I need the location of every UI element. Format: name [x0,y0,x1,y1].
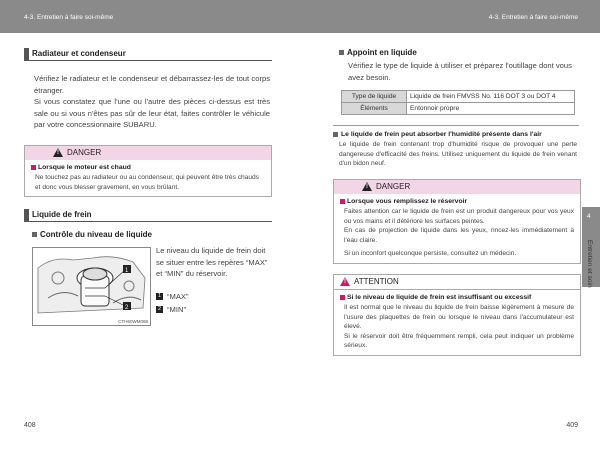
attention-p1: Il est normal que le niveau du liquide de frein baisse légèrement à mesure de l'usure des plaquettes de frein ou lorsque le niveau dans l'accumulateur est élevé. [344,303,574,331]
attention-sub [334,290,580,303]
section-title-brake: Liquide de frein [24,209,272,222]
radiator-p1: Vérifiez le radiateur et le condenseur et débarrassez-les de tout corps étranger. [34,74,270,95]
spec-value-1: Liquide de frein FMVSS No. 116 DOT 3 ou DOT 4 [407,91,575,103]
absorb-title-text: Le liquide de frein peut absorber l'humidité présente dans l'air [341,131,542,139]
check-title-text: Contrôle du niveau de liquide [40,230,153,240]
danger-sub-2 [334,194,580,207]
marker-2-badge: 2 [157,306,162,313]
radiator-p2: Si vous constatez que l'une ou l'autre des pièces ci-dessus est très sale ou si vous n'êtes pas sûr de leur état, faites contrôler le véhicule par votre concessionnaire SUBARU. [34,97,270,130]
check-title [32,230,272,239]
spec-key-2: Éléments [342,103,407,115]
absorb-text: Le liquide de frein contenant trop d'humidité risque de provoquer une perte dangereuse d'efficacité des freins. Utilisez uniquement du liquide de frein venant d'un bidon neuf. [339,141,577,168]
left-page [24,48,272,325]
warning-icon: ! [53,148,63,157]
danger-box-2 [333,179,581,264]
warning-icon: ! [362,182,372,191]
danger-sub-1 [25,160,271,173]
radiator-text [24,61,272,131]
right-page [333,48,581,356]
danger-text-1: Ne touchez pas au radiateur ou au condenseur, qui peuvent être très chauds et donc vous blesser gravement, en vous brûlant. [35,173,259,191]
danger-label-1: DANGER [67,148,102,158]
marker-1-badge: 1 [157,293,162,300]
brake-desc: Le niveau du liquide de frein doit se situer entre les repères “MAX” et “MIN” du réservoir. [156,246,268,279]
topup-text: Vérifiez le type de liquide à utiliser et préparez l'outillage dont vous avez besoin. [348,61,572,82]
marker-max [156,291,189,303]
danger-header-1 [25,146,271,160]
page-header [0,0,600,33]
spec-key-1: Type de liquide [342,91,407,103]
brake-check-row [24,245,272,325]
square-bullet-icon [339,50,344,55]
chapter-tab-number: 4 [587,213,591,220]
chapter-label: Entretien et soin [586,240,593,288]
danger2-p3: Si un inconfort quelconque persiste, consultez un médecin. [344,250,517,258]
marker-min [156,304,186,316]
absorb-title [333,126,581,140]
square-bullet-icon [333,132,338,137]
danger2-p1: Faites attention car le liquide de frein est un produit dangereux pour vos yeux ou vos mains et il détériore les surfaces peintes. [344,207,574,225]
bullet-icon [31,165,36,170]
bullet-icon [340,295,345,300]
section-title-radiator: Radiateur et condenseur [24,48,272,61]
reservoir-drawing [33,248,150,325]
reservoir-illustration [32,247,151,326]
bullet-icon [340,199,345,204]
table-row [342,91,575,103]
topup-title [339,48,581,57]
spec-value-2: Entonnoir propre [407,103,575,115]
attention-sub-text: Si le niveau de liquide de frein est insuffisant ou excessif [347,293,532,301]
page-number-right: 409 [566,422,578,429]
attention-box [333,274,581,356]
square-bullet-icon [32,232,37,237]
danger-sub-1-text: Lorsque le moteur est chaud [38,163,131,171]
danger-box-1 [24,145,272,197]
danger-text-2 [334,207,580,263]
danger-header-2 [334,180,580,194]
header-right: 4-3. Entretien à faire soi-même [488,14,578,21]
attention-text [334,303,580,355]
danger2-p2: En cas de projection de liquide dans les yeux, rincez-les immédiatement à l'eau claire. [344,227,574,244]
attention-header [334,275,580,290]
caution-icon: ! [340,277,350,286]
table-row [342,103,575,115]
marker-max-label: “MAX” [167,292,189,302]
spec-table [341,90,575,115]
marker-min-label: “MIN” [167,305,186,315]
danger-sub-2-text: Lorsque vous remplissez le réservoir [347,197,468,205]
attention-p2: Si le réservoir doit être fréquemment rempli, cela peut indiquer un problème sérieux. [344,332,574,350]
topup-title-text: Appoint en liquide [347,48,417,57]
svg-text:2: 2 [125,305,129,312]
attention-label: ATTENTION [354,277,399,287]
svg-text:1: 1 [125,268,129,275]
page-number-left: 408 [24,422,36,429]
image-code: CTH60WM088 [118,319,148,325]
danger-label-2: DANGER [376,182,411,192]
header-left: 4-3. Entretien à faire soi-même [24,14,114,21]
